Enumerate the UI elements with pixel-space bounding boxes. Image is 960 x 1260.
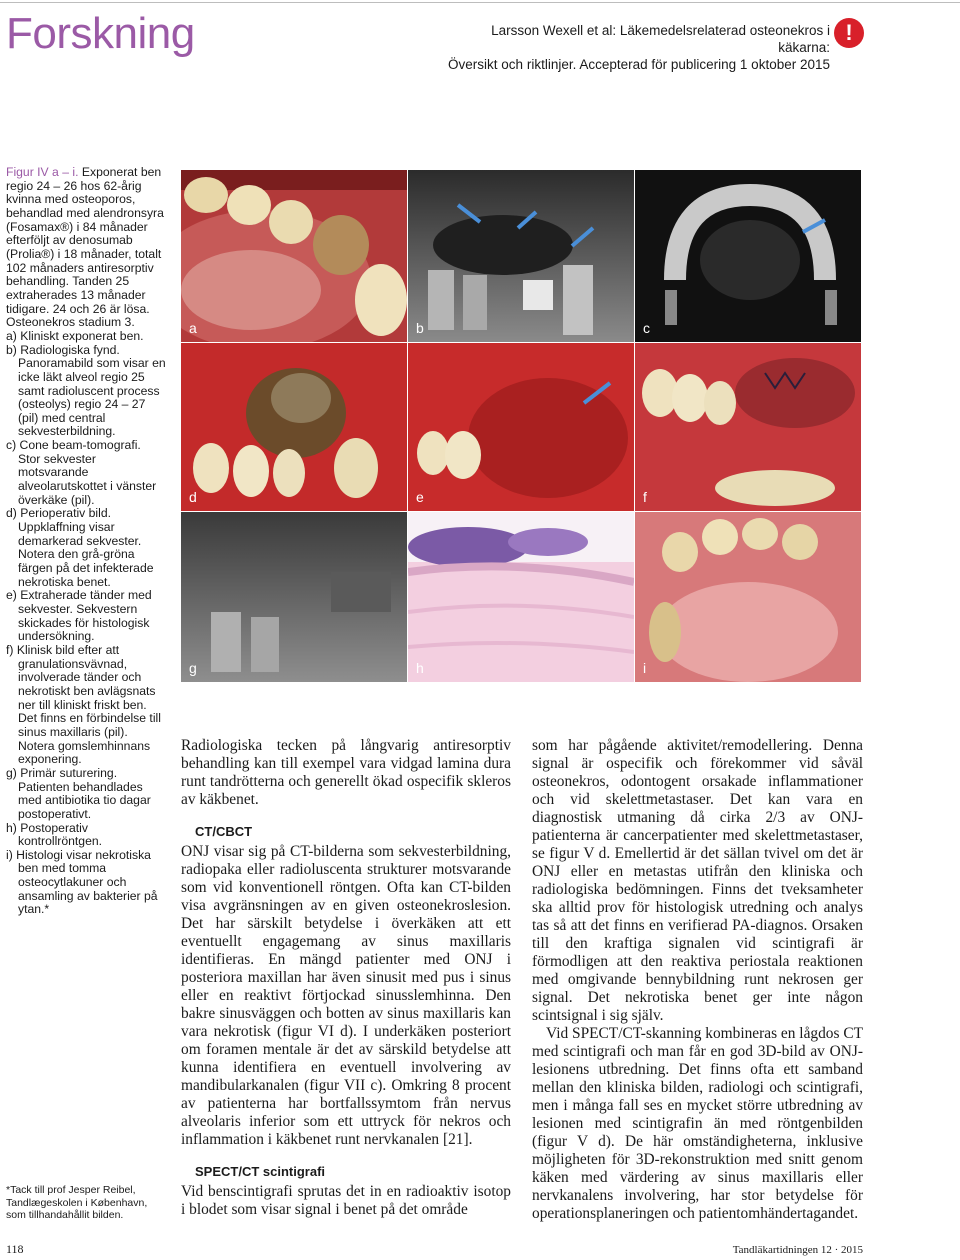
section-heading-ct: CT/CBCT (195, 824, 253, 839)
panel-label-b: b (416, 320, 424, 336)
citation-line-1: Larsson Wexell et al: Läkemedelsrelaterad osteonekros i käkarna: (491, 23, 830, 55)
footnote (6, 1184, 176, 1222)
panel-label-i: i (643, 660, 647, 676)
body-paragraph: som har pågående aktivitet/remodellering. Denna signal är ospecifik och förekommer vid såväl osteonekros, odontogent orsakade inflammationer och vid skelettmetastaser. Det kan vara en diagnostisk utmaning då cirka 2/3 av ONJ-patienterna är cancerpatienter med skelettmetastaser, se figur V d. Emellertid är det sällan tvivel om det är ONJ eller en metastas utifrån den kliniska och radiologiska bedömningen. Finns det tveksamheter ska alltid prov för histologisk utredning och analys tas så att det finns en verifierad PA-diagnos. Orsaken till den kraftiga signalen vid scintigrafi är förmodligen att den reaktiva periostala reaktionen med omgivande bennybildning runt nekrosen ger signal. Det nekrotiska benet ger inte någon scintsignal i sig själv. (532, 737, 863, 1024)
panel-label-f: f (643, 489, 647, 505)
cone-beam-ct (635, 170, 861, 342)
header-citation (440, 22, 830, 73)
caption-intro-text: Exponerat ben regio 24 – 26 hos 62-årig kvinna med osteoporos, behandlad med alendronsyra (Fosamax®) i 84 månader efterföljt av denosumab (Prolia®) i 18 månader, totalt 102 månaders antiresorptiv behandling. Tanden 25 extraherades 13 månader tidigare. 24 och 26 är lösa. Osteonekros stadium 3. (6, 165, 164, 330)
figure-panel-f (635, 343, 861, 511)
figure-panel-i (635, 512, 861, 682)
body-paragraph: ONJ visar sig på CT-bilderna som sekvesterbildning, radiopaka eller radioluscenta strukturer motsvarande som vid konventionell röntgen. Ofta kan CT-bilden visa avgränsningen av en given osteonekroslesion. Det har särskilt betydelse i överkäken att ett eventuellt engagemang av sinus maxillaris identifieras. En mängd patienter med ONJ i posteriora maxillan har även sinusit med pus i sinus eller en reaktivt förtjockad sinusslemhinna. Den bakre sinusväggen och botten av sinus maxillaris kan vara nekrotisk (figur VI d). I underkäken posteriort om foramen mentale är det av särskild betydelse att kunna identifiera en eventuell involvering av mandibularkanalen (figur VII c). Omkring 8 procent av patienterna har bortfallssymtom från nervus alveolaris inferior som ett uttryck för nekros och inflammation i käkbenet runt nervkanalen [21]. (181, 843, 511, 1148)
caption-item: h) Postoperativ kontrollröntgen. (6, 820, 103, 849)
figure-panel-e (408, 343, 634, 511)
citation-line-2: Översikt och riktlinjer. Accepterad för publicering 1 oktober 2015 (448, 57, 830, 72)
panel-label-c: c (643, 320, 650, 336)
panel-label-e: e (416, 489, 424, 505)
panoramic-xray (408, 170, 634, 342)
figure-panel-d (181, 343, 407, 511)
extracted-teeth-photo (408, 343, 634, 511)
figure-label: Figur IV a – i. (6, 165, 79, 179)
figure-panel-a (181, 170, 407, 342)
body-column-2 (532, 737, 863, 1223)
caption-item: d) Perioperativ bild. Uppklaffning visar demarkerad sekvester. Notera den grå-gröna färgen på det infekterade nekrotiska benet. (6, 506, 154, 589)
panel-label-g: g (189, 660, 197, 676)
figure-caption (6, 166, 166, 917)
caption-intro (6, 166, 166, 330)
top-rule (0, 2, 960, 3)
clinical-photo-after-debridement (635, 343, 861, 511)
perioperative-photo (181, 343, 407, 511)
body-paragraph: Vid benscintigrafi sprutas det in en radioaktiv isotop i blodet som visar signal i benet på det område (181, 1183, 511, 1218)
footnote-line: som tillhandahållit bilden. (6, 1209, 124, 1221)
caption-item: g) Primär suturering. Patienten behandlades med antibiotika tio dagar postoperativt. (6, 765, 151, 821)
footnote-line: *Tack till prof Jesper Reibel, (6, 1184, 136, 1196)
page-number: 118 (6, 1242, 24, 1256)
histology-image (408, 512, 634, 682)
caption-item: i) Histologi visar nekrotiska ben med tomma osteocytlakuner och ansamling av bakterier på ytan.* (6, 847, 158, 917)
body-paragraph: Vid SPECT/CT-skanning kombineras en lågdos CT med scintigrafi och man får en god 3D-bild av ONJ-lesionens utbredning. Det finns ofta ett samband mellan den kliniska bilden, radiologi och scintigrafi, men i många fall ses en mycket större utbredning av lesionen med scintigrafin än med röntgenbilden (figur V d). De här omständigheterna, inklusive möjligheten för 3D-rekonstruktion med snitt genom käken med värdering av sinus maxillaris eller nervkanalens involvering, har stor betydelse för operationsplaneringen och patientomhändertagandet. (532, 1025, 863, 1222)
body-paragraph: Radiologiska tecken på långvarig antiresorptiv behandling kan till exempel vara vidgad lamina dura runt tandrötterna och generellt ökad ospecifik skleros av käkbenet. (181, 737, 511, 808)
section-title: Forskning (6, 9, 195, 58)
caption-item: c) Cone beam-tomografi. Stor sekvester motsvarande alveolarutskottet i vänster överkäke (pil). (6, 438, 157, 507)
figure-panel-b (408, 170, 634, 342)
clinical-photo-follow-up (635, 512, 861, 682)
caption-item: a) Kliniskt exponerat ben. (6, 328, 144, 343)
panel-label-a: a (189, 320, 197, 336)
section-heading-spect: SPECT/CT scintigrafi (195, 1164, 326, 1179)
caption-item: b) Radiologiska fynd. Panoramabild som visar en icke läkt alveol regio 25 samt radioluscent process (osteolys) regio 24 – 27 (pil) med central sekvesterbildning. (6, 342, 166, 439)
footnote-line: Tandlægeskolen i København, (6, 1196, 148, 1209)
caption-item: e) Extraherade tänder med sekvester. Sekvestern skickades för histologisk undersökning. (6, 588, 152, 644)
figure-panel-g (181, 512, 407, 682)
journal-footer: Tandläkartidningen 12 · 2015 (732, 1244, 863, 1256)
figure-panel-h (408, 512, 634, 682)
postoperative-xray (181, 512, 407, 682)
alert-badge: ! (834, 18, 864, 48)
panel-label-d: d (189, 489, 197, 505)
clinical-photo-exposed-bone (181, 170, 407, 342)
caption-item: f) Klinisk bild efter att granulationsvävnad, involverade tänder och nekrotiskt ben avlägsnats ner till kliniskt friskt ben. Det finns en förbindelse till sinus maxillaris (pil). Notera gomslemhinnans exponering. (6, 642, 161, 767)
figure-panel-c (635, 170, 861, 342)
panel-label-h: h (416, 660, 424, 676)
body-column-1 (181, 737, 511, 1219)
